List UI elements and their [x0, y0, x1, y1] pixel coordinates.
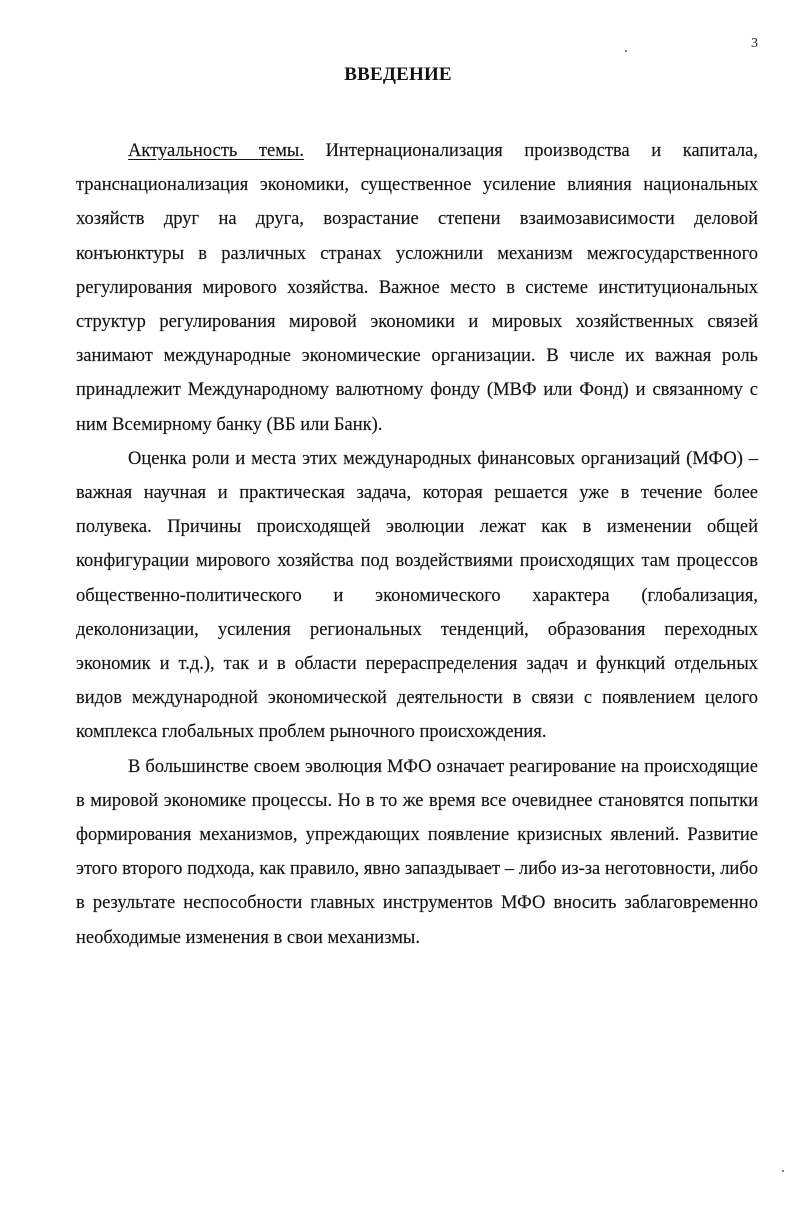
paragraph-lead-heading: Актуальность темы. — [128, 141, 304, 161]
scan-speck — [782, 1170, 784, 1172]
page-title: ВВЕДЕНИЕ — [344, 64, 452, 85]
paragraph-1-text: Интернационализация производства и капитала, транснационализация экономики, существенное усиление влияния национальных хозяйств друг на друга, возрастание степени взаимозависимости деловой конъюнктуры в различных странах усложнили механизм межгосударственного регулирования мирового хозяйства. Важное место в системе институциональных структур регулирования мировой экономики и мировых хозяйственных связей занимают международные экономические организации. В числе их важная роль принадлежит Международному валютному фонду (МВФ или Фонд) и связанному с ним Всемирному банку (ВБ или Банк). — [76, 141, 758, 435]
paragraph-1 — [76, 134, 758, 442]
paragraph-2: Оценка роли и места этих международных финансовых организаций (МФО) – важная научная и практическая задача, которая решается уже в течение более полувека. Причины происходящей эволюции лежат как в изменении общей конфигурации мирового хозяйства под воздействиями происходящих там процессов общественно-политического и экономического характера (глобализация, деколонизации, усиления региональных тенденций, образования переходных экономик и т.д.), так и в области перераспределения задач и функций отдельных видов международной экономической деятельности в связи с появлением целого комплекса глобальных проблем рыночного происхождения. — [76, 448, 758, 743]
body-text — [76, 134, 758, 955]
scan-speck — [625, 50, 627, 52]
page-number: 3 — [751, 36, 758, 51]
paragraph-3: В большинстве своем эволюция МФО означает реагирование на происходящие в мировой экономике процессы. Но в то же время все очевиднее становятся попытки формирования механизмов, упреждающих появление кризисных явлений. Развитие этого второго подхода, как правило, явно запаздывает – либо из-за неготовности, либо в результате неспособности главных инструментов МФО вносить заблаговременно необходимые изменения в свои механизмы. — [76, 756, 758, 948]
